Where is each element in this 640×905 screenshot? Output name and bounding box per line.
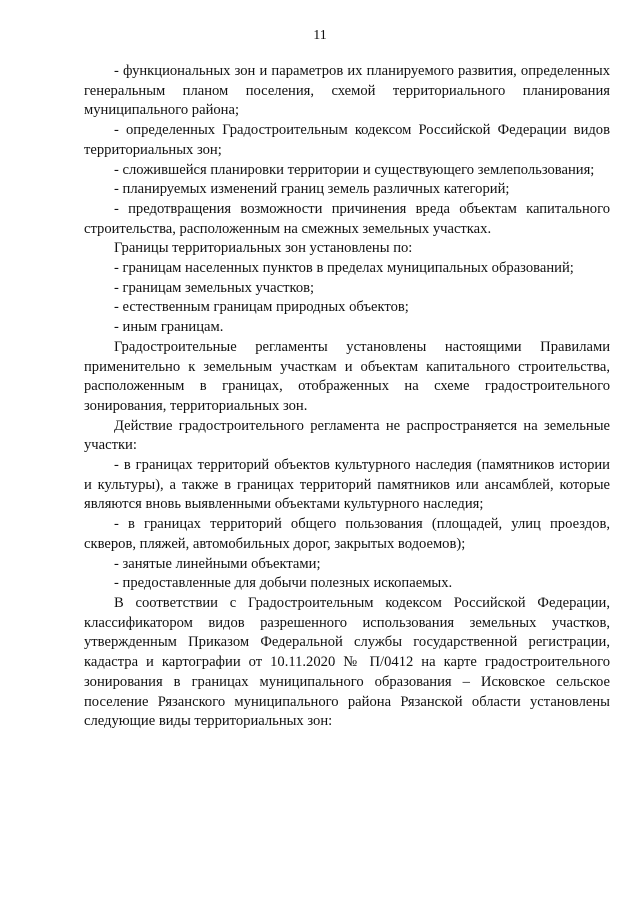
paragraph: - в границах территорий объектов культурного наследия (памятников истории и культуры), а также в границах территорий памятников или ансамблей, которые являются вновь выявленными объектами культурного наследия;: [84, 457, 610, 513]
paragraph: - предоставленные для добычи полезных ископаемых.: [114, 575, 453, 592]
paragraph: - планируемых изменений границ земель различных категорий;: [114, 181, 510, 198]
paragraph: Границы территориальных зон установлены по:: [114, 240, 413, 257]
paragraph: - естественным границам природных объектов;: [114, 299, 409, 316]
paragraph: - занятые линейными объектами;: [114, 555, 321, 572]
paragraph: - границам населенных пунктов в пределах муниципальных образований;: [114, 260, 574, 277]
paragraph: - иным границам.: [114, 319, 224, 336]
document-body: [84, 62, 610, 732]
paragraph: - определенных Градостроительным кодексом Российской Федерации видов территориальных зон;: [84, 122, 610, 158]
paragraph: - функциональных зон и параметров их планируемого развития, определенных генеральным планом поселения, схемой территориального планирования муниципального района;: [84, 63, 610, 119]
paragraph: - предотвращения возможности причинения вреда объектам капитального строительства, расположенным на смежных земельных участках.: [84, 200, 610, 237]
paragraph: Градостроительные регламенты установлены настоящими Правилами применительно к земельным участкам и объектам капитального строительства, расположенным в границах, отображенных на схеме градостроительного зонирования, территориальных зон.: [84, 338, 610, 414]
paragraph: - сложившейся планировки территории и существующего землепользования;: [114, 161, 595, 178]
paragraph: Действие градостроительного регламента не распространяется на земельные участки:: [84, 417, 610, 454]
paragraph: В соответствии с Градостроительным кодексом Российской Федерации, классификатором видов разрешенного использования земельных участков, утвержденным Приказом Федеральной службы государственной регистрации, кадастра и картографии от 10.11.2020 № П/0412 на карте градостроительного зонирования в границах муниципального образования – Исковское сельское поселение Рязанского муниципального района Рязанской области установлены следующие виды территориальных зон:: [84, 594, 610, 730]
page-number: 11: [313, 28, 327, 43]
paragraph: - границам земельных участков;: [114, 279, 315, 296]
paragraph: - в границах территорий общего пользования (площадей, улиц проездов, скверов, пляжей, автомобильных дорог, закрытых водоемов);: [84, 516, 610, 552]
